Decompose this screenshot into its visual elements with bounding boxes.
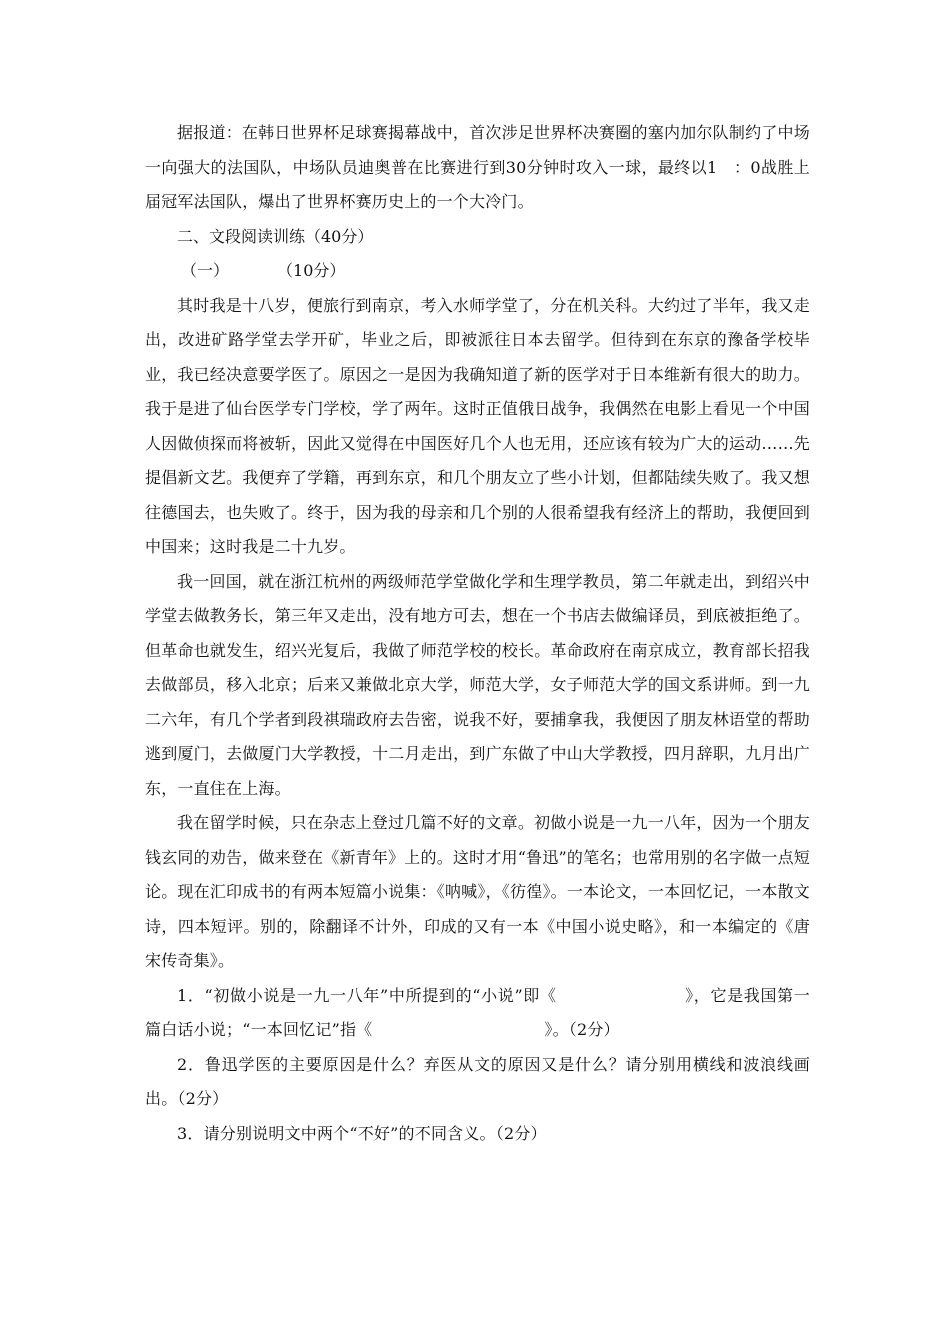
intro-paragraph: 据报道：在韩日世界杯足球赛揭幕战中，首次涉足世界杯决赛圈的塞内加尔队制约了中场一向强大的法国队，中场队员迪奥普在比赛进行到30分钟时攻入一球，最终以1 ：0战胜上届冠军法国队，爆出了世界杯赛历史上的一个大冷门。 (145, 123, 810, 211)
passage-paragraph-1: 其时我是十八岁，便旅行到南京，考入水师学堂了，分在机关科。大约过了半年，我又走出，改进矿路学堂去学开矿，毕业之后，即被派往日本去留学。但待到在东京的豫备学校毕业，我已经决意要学医了。原因之一是因为我确知道了新的医学对于日本维新有很大的助力。我于是进了仙台医学专门学校，学了两年。这时正值俄日战争，我偶然在电影上看见一个中国人因做侦探而将被斩，因此又觉得在中国医好几个人也无用，还应该有较为广大的运动……先提倡新文艺。我便弃了学籍，再到东京，和几个朋友立了些小计划，但都陆续失败了。我又想往德国去，也失败了。终于，因为我的母亲和几个别的人很希望我有经济上的帮助，我便回到中国来；这时我是二十九岁。 (145, 295, 810, 556)
passage-paragraph-2: 我一回国，就在浙江杭州的两级师范学堂做化学和生理学教员，第二年就走出，到绍兴中学堂去做教务长，第三年又走出，没有地方可去，想在一个书店去做编译员，到底被拒绝了。但革命也就发生，绍兴光复后，我做了师范学校的校长。革命政府在南京成立，教育部长招我去做部员，移入北京；后来又兼做北京大学，师范大学，女子师范大学的国文系讲师。到一九二六年，有几个学者到段祺瑞政府去告密，说我不好，要捕拿我，我便因了朋友林语堂的帮助逃到厦门，去做厦门大学教授，十二月走出，到广东做了中山大学教授，四月辞职，九月出广东，一直住在上海。 (145, 571, 810, 798)
part-label-number: （一） (181, 261, 230, 280)
part-label-score: （10分） (277, 261, 346, 280)
question-1-text-b: 》，它是我国第一篇白话小说；“一本回忆记”指《 (145, 985, 810, 1039)
question-1 (145, 979, 810, 1048)
question-2: 2．鲁迅学医的主要原因是什么？弃医从文的原因又是什么？请分别用横线和波浪线画出。（2分） (145, 1054, 810, 1108)
question-3: 3．请分别说明文中两个“不好”的不同含义。（2分） (177, 1123, 547, 1143)
section-title: 二、文段阅读训练（40分） (177, 226, 374, 246)
part-label (145, 254, 810, 289)
question-1-text-a: 1．“初做小说是一九一八年”中所提到的“小说”即《 (177, 985, 557, 1005)
question-1-text-c: 》。（2分） (544, 1020, 620, 1039)
document-page (145, 116, 810, 1151)
passage-paragraph-3: 我在留学时候，只在杂志上登过几篇不好的文章。初做小说是一九一八年，因为一个朋友钱玄同的劝告，做来登在《新青年》上的。这时才用“鲁迅”的笔名；也常用别的名字做一点短论。现在汇印成书的有两本短篇小说集：《呐喊》，《彷徨》。一本论文，一本回忆记，一本散文诗，四本短评。别的，除翻译不计外，印成的又有一本《中国小说史略》，和一本编定的《唐宋传奇集》。 (145, 813, 810, 970)
